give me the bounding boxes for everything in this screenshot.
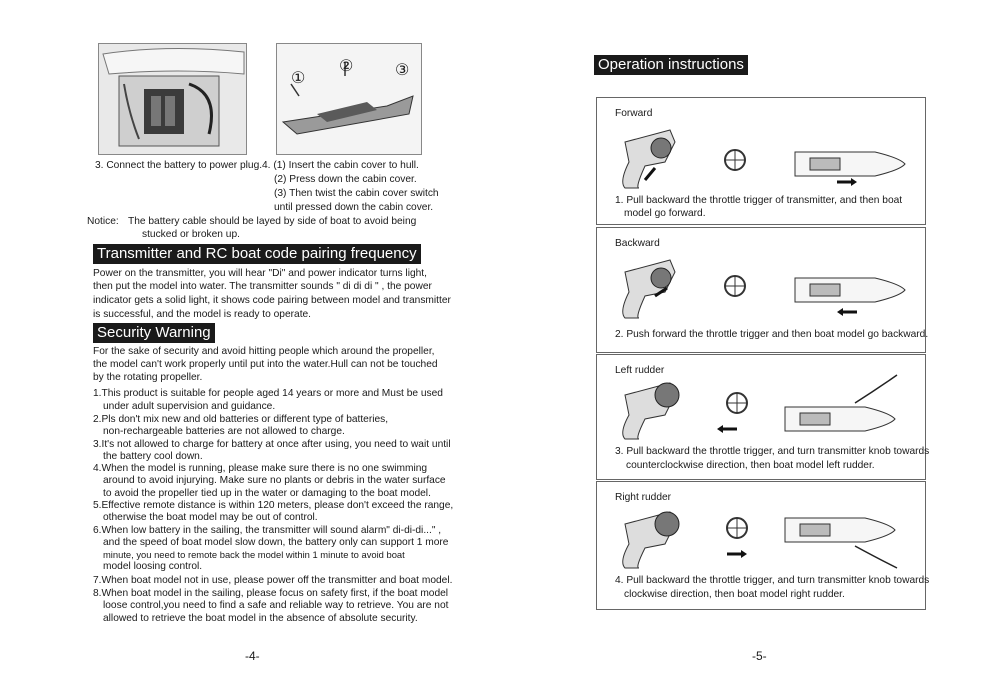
step4-line-4: until pressed down the cabin cover. — [274, 202, 434, 213]
marker-2: ② — [339, 58, 354, 75]
warning-line: under adult supervision and guidance. — [103, 401, 276, 412]
warning-line: otherwise the boat model may be out of control. — [103, 512, 318, 523]
steering-wheel-icon — [727, 393, 747, 413]
panel-caption: 2. Push forward the throttle trigger and then boat model go backward. — [615, 329, 929, 340]
notice-label: Notice: — [87, 216, 119, 227]
boat-icon — [795, 278, 905, 302]
panel-title: Left rudder — [615, 365, 665, 376]
forward-illustration — [615, 122, 915, 190]
warning-line: the battery cool down. — [103, 451, 203, 462]
pairing-line-2: then put the model into water. The transmitter sounds " di di di " , the power — [93, 281, 432, 292]
panel-title: Right rudder — [615, 492, 672, 503]
pairing-line-3: indicator gets a solid light, it shows code pairing between model and transmitter — [93, 295, 451, 306]
transmitter-icon — [623, 130, 675, 188]
pairing-line-1: Power on the transmitter, you will hear "Di" and power indicator turns light, — [93, 268, 427, 279]
warning-line: loose control,you need to find a safe and reliable way to retrieve. You are not — [103, 600, 449, 611]
notice-line-1: The battery cable should be layed by side of boat to avoid being — [128, 216, 417, 227]
left-rudder-illustration — [615, 369, 915, 441]
step4-line-2: (2) Press down the cabin cover. — [274, 174, 417, 185]
pairing-line-4: is successful, and the model is ready to operate. — [93, 309, 312, 320]
step4-line-1: 4. (1) Insert the cabin cover to hull. — [262, 160, 419, 171]
boat-icon — [785, 407, 895, 431]
security-intro-1: For the sake of security and avoid hitting people which around the propeller, — [93, 346, 435, 357]
right-rudder-illustration — [615, 498, 915, 570]
battery-photo — [98, 43, 247, 155]
warning-line: 1.This product is suitable for people aged 14 years or more and Must be used — [93, 388, 443, 399]
warning-line: 5.Effective remote distance is within 120 meters, please don't exceed the range, — [93, 500, 454, 511]
warning-line: model loosing control. — [103, 561, 203, 572]
step3-text: 3. Connect the battery to power plug. — [95, 160, 263, 171]
panel-title: Forward — [615, 108, 653, 119]
warning-line: to avoid the propeller tied up in the water or damaging to the boat model. — [103, 488, 431, 499]
marker-3: ③ — [395, 62, 410, 79]
panel-caption: counterclockwise direction, then boat model left rudder. — [626, 460, 875, 471]
transmitter-icon — [623, 512, 679, 568]
warning-line: minute, you need to remote back the model within 1 minute to avoid boat — [103, 549, 405, 560]
panel-backward — [596, 227, 929, 353]
warning-line: 4.When the model is running, please make sure there is no one swimming — [93, 463, 428, 474]
panel-caption: 1. Pull backward the throttle trigger of transmitter, and then boat — [615, 195, 903, 206]
transmitter-icon — [623, 383, 679, 439]
warning-line: 8.When boat model in the sailing, please focus on safety first, if the boat model — [93, 588, 449, 599]
operation-header: Operation instructions — [594, 55, 748, 75]
security-header: Security Warning — [93, 323, 215, 343]
pairing-header: Transmitter and RC boat code pairing frequency — [93, 244, 421, 264]
backward-illustration — [615, 252, 915, 320]
panel-left-rudder — [596, 354, 930, 480]
step4-line-3: (3) Then twist the cabin cover switch — [274, 188, 439, 199]
warning-line: non-rechargeable batteries are not allowed to charge. — [103, 426, 345, 437]
battery-illustration — [99, 44, 246, 154]
warning-line: 6.When low battery in the sailing, the transmitter will sound alarm" di-di-di..." , — [93, 525, 442, 536]
steering-wheel-icon — [727, 518, 747, 538]
panel-caption: model go forward. — [624, 208, 706, 219]
page-number-left: -4- — [245, 649, 260, 663]
steering-wheel-icon — [725, 150, 745, 170]
cabin-cover-photo — [276, 43, 422, 155]
warning-line: 2.Pls don't mix new and old batteries or different type of batteries, — [93, 414, 389, 425]
panel-caption: clockwise direction, then boat model right rudder. — [624, 589, 845, 600]
panel-right-rudder — [596, 481, 930, 610]
security-intro-2: the model can't work properly until put into the water.Hull can not be touched — [93, 359, 438, 370]
marker-1: ① — [291, 70, 306, 87]
warning-line: allowed to retrieve the boat model in the absence of absolute security. — [103, 613, 418, 624]
panel-caption: 4. Pull backward the throttle trigger, and turn transmitter knob towards — [615, 575, 930, 586]
panel-title: Backward — [615, 238, 660, 249]
steering-wheel-icon — [725, 276, 745, 296]
panel-caption: 3. Pull backward the throttle trigger, and turn transmitter knob towards — [615, 446, 930, 457]
panel-forward — [596, 97, 926, 225]
warning-line: 7.When boat model not in use, please power off the transmitter and boat model. — [93, 575, 453, 586]
security-intro-3: by the rotating propeller. — [93, 372, 203, 383]
warning-line: around to avoid injurying. Make sure no plants or debris in the water surface — [103, 475, 446, 486]
boat-icon — [795, 152, 905, 176]
page-number-right: -5- — [752, 649, 767, 663]
warning-line: 3.It's not allowed to charge for battery at once after using, you need to wait until — [93, 439, 451, 450]
notice-line-2: stucked or broken up. — [142, 229, 240, 240]
warning-line: and the speed of boat model slow down, the battery only can support 1 more — [103, 537, 449, 548]
boat-icon — [785, 518, 895, 542]
transmitter-icon — [623, 260, 675, 318]
